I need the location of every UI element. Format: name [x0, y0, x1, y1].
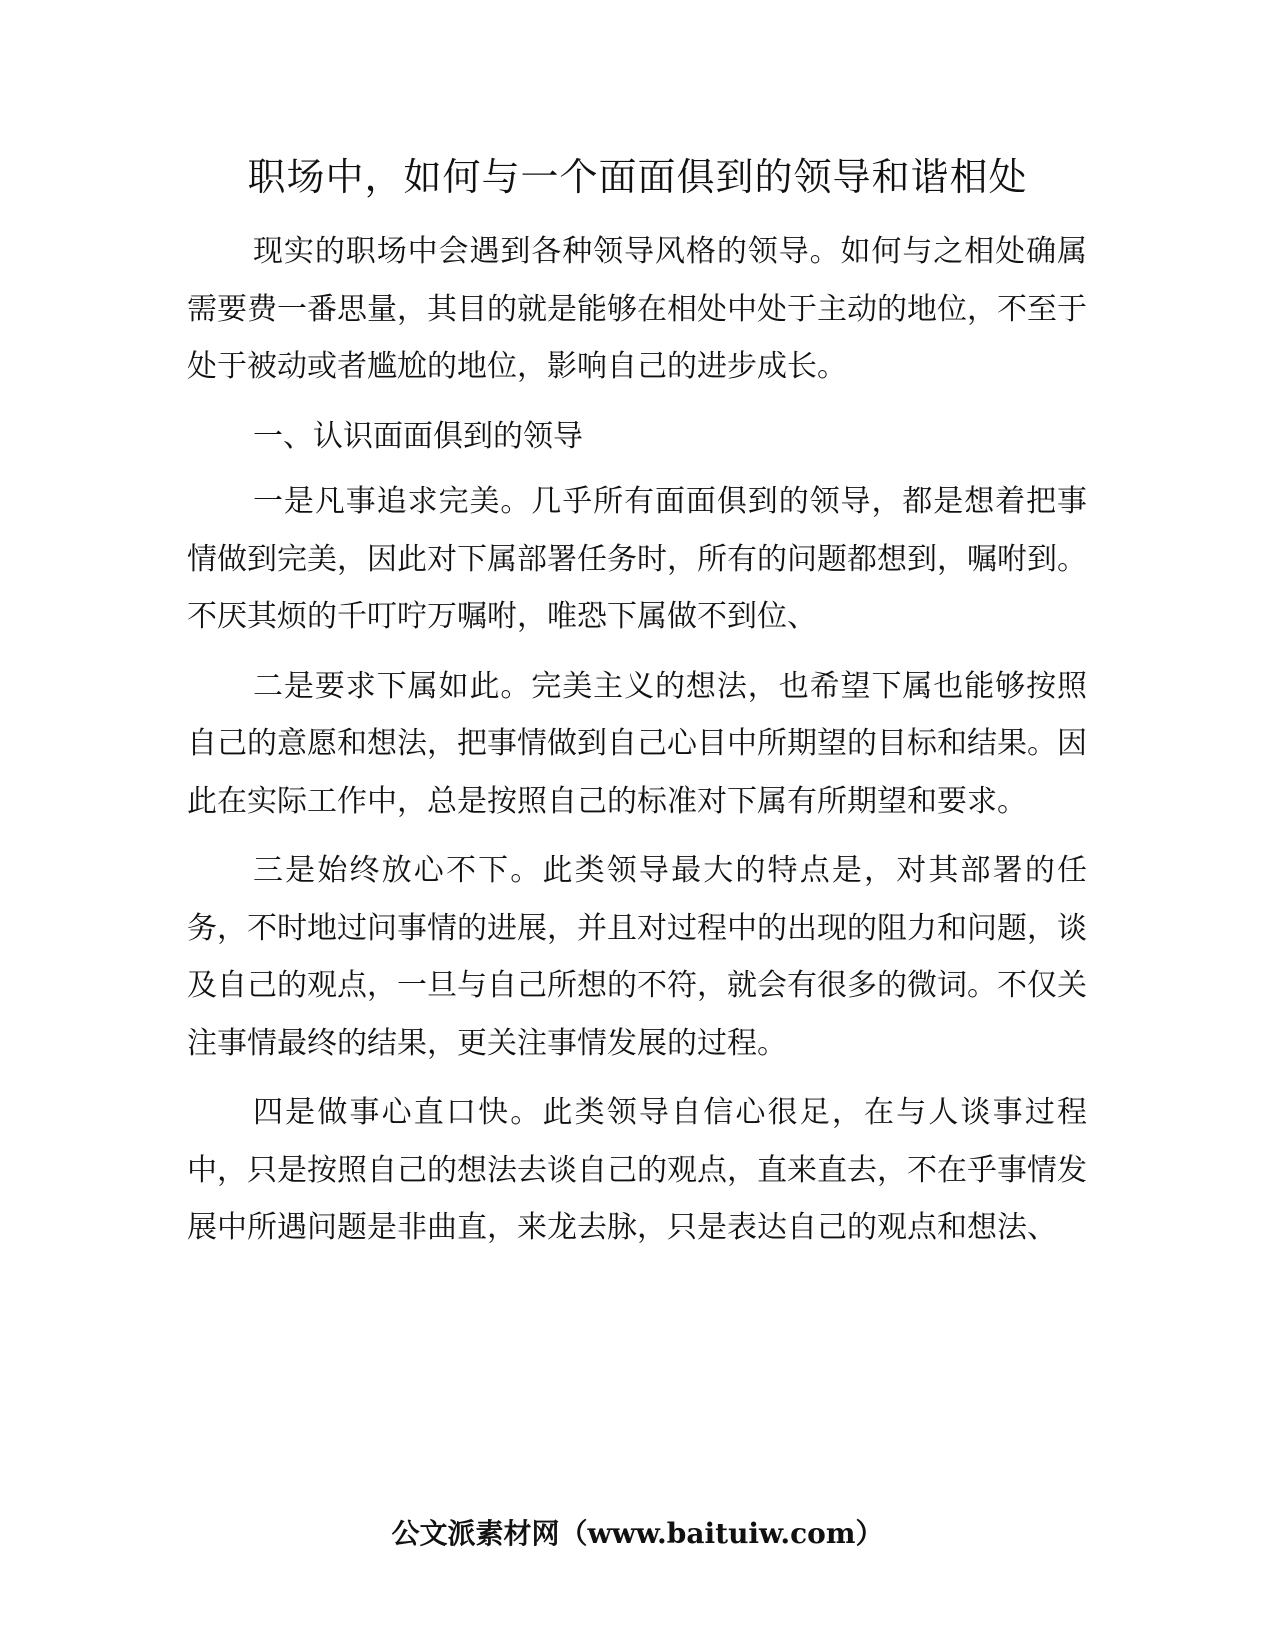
section-heading: 一、认识面面俱到的领导	[253, 418, 583, 454]
document-body	[187, 223, 1087, 1269]
paragraph-point-2: 二是要求下属如此。完美主义的想法，也希望下属也能够按照自己的意愿和想法，把事情做到自己心目中所期望的目标和结果。因此在实际工作中，总是按照自己的标准对下属有所期望和要求。	[187, 668, 1087, 819]
document-title: 职场中，如何与一个面面俱到的领导和谐相处	[247, 155, 1028, 199]
paragraph-intro: 现实的职场中会遇到各种领导风格的领导。如何与之相处确属需要费一番思量，其目的就是能够在相处中处于主动的地位，不至于处于被动或者尴尬的地位，影响自己的进步成长。	[187, 234, 1087, 384]
page-footer: 公文派素材网（www.baituiw.com）	[391, 1517, 884, 1550]
paragraph-point-1: 一是凡事追求完美。几乎所有面面俱到的领导，都是想着把事情做到完美，因此对下属部署任务时，所有的问题都想到，嘱咐到。不厌其烦的千叮咛万嘱咐，唯恐下属做不到位、	[187, 484, 1087, 634]
paragraph-point-4: 四是做事心直口快。此类领导自信心很足，在与人谈事过程中，只是按照自己的想法去谈自己的观点，直来直去，不在乎事情发展中所遇问题是非曲直，来龙去脉，只是表达自己的观点和想法、	[187, 1095, 1087, 1245]
paragraph-point-3: 三是始终放心不下。此类领导最大的特点是，对其部署的任务，不时地过问事情的进展，并且对过程中的出现的阻力和问题，谈及自己的观点，一旦与自己所想的不符，就会有很多的微词。不仅关注事情最终的结果，更关注事情发展的过程。	[187, 853, 1087, 1061]
